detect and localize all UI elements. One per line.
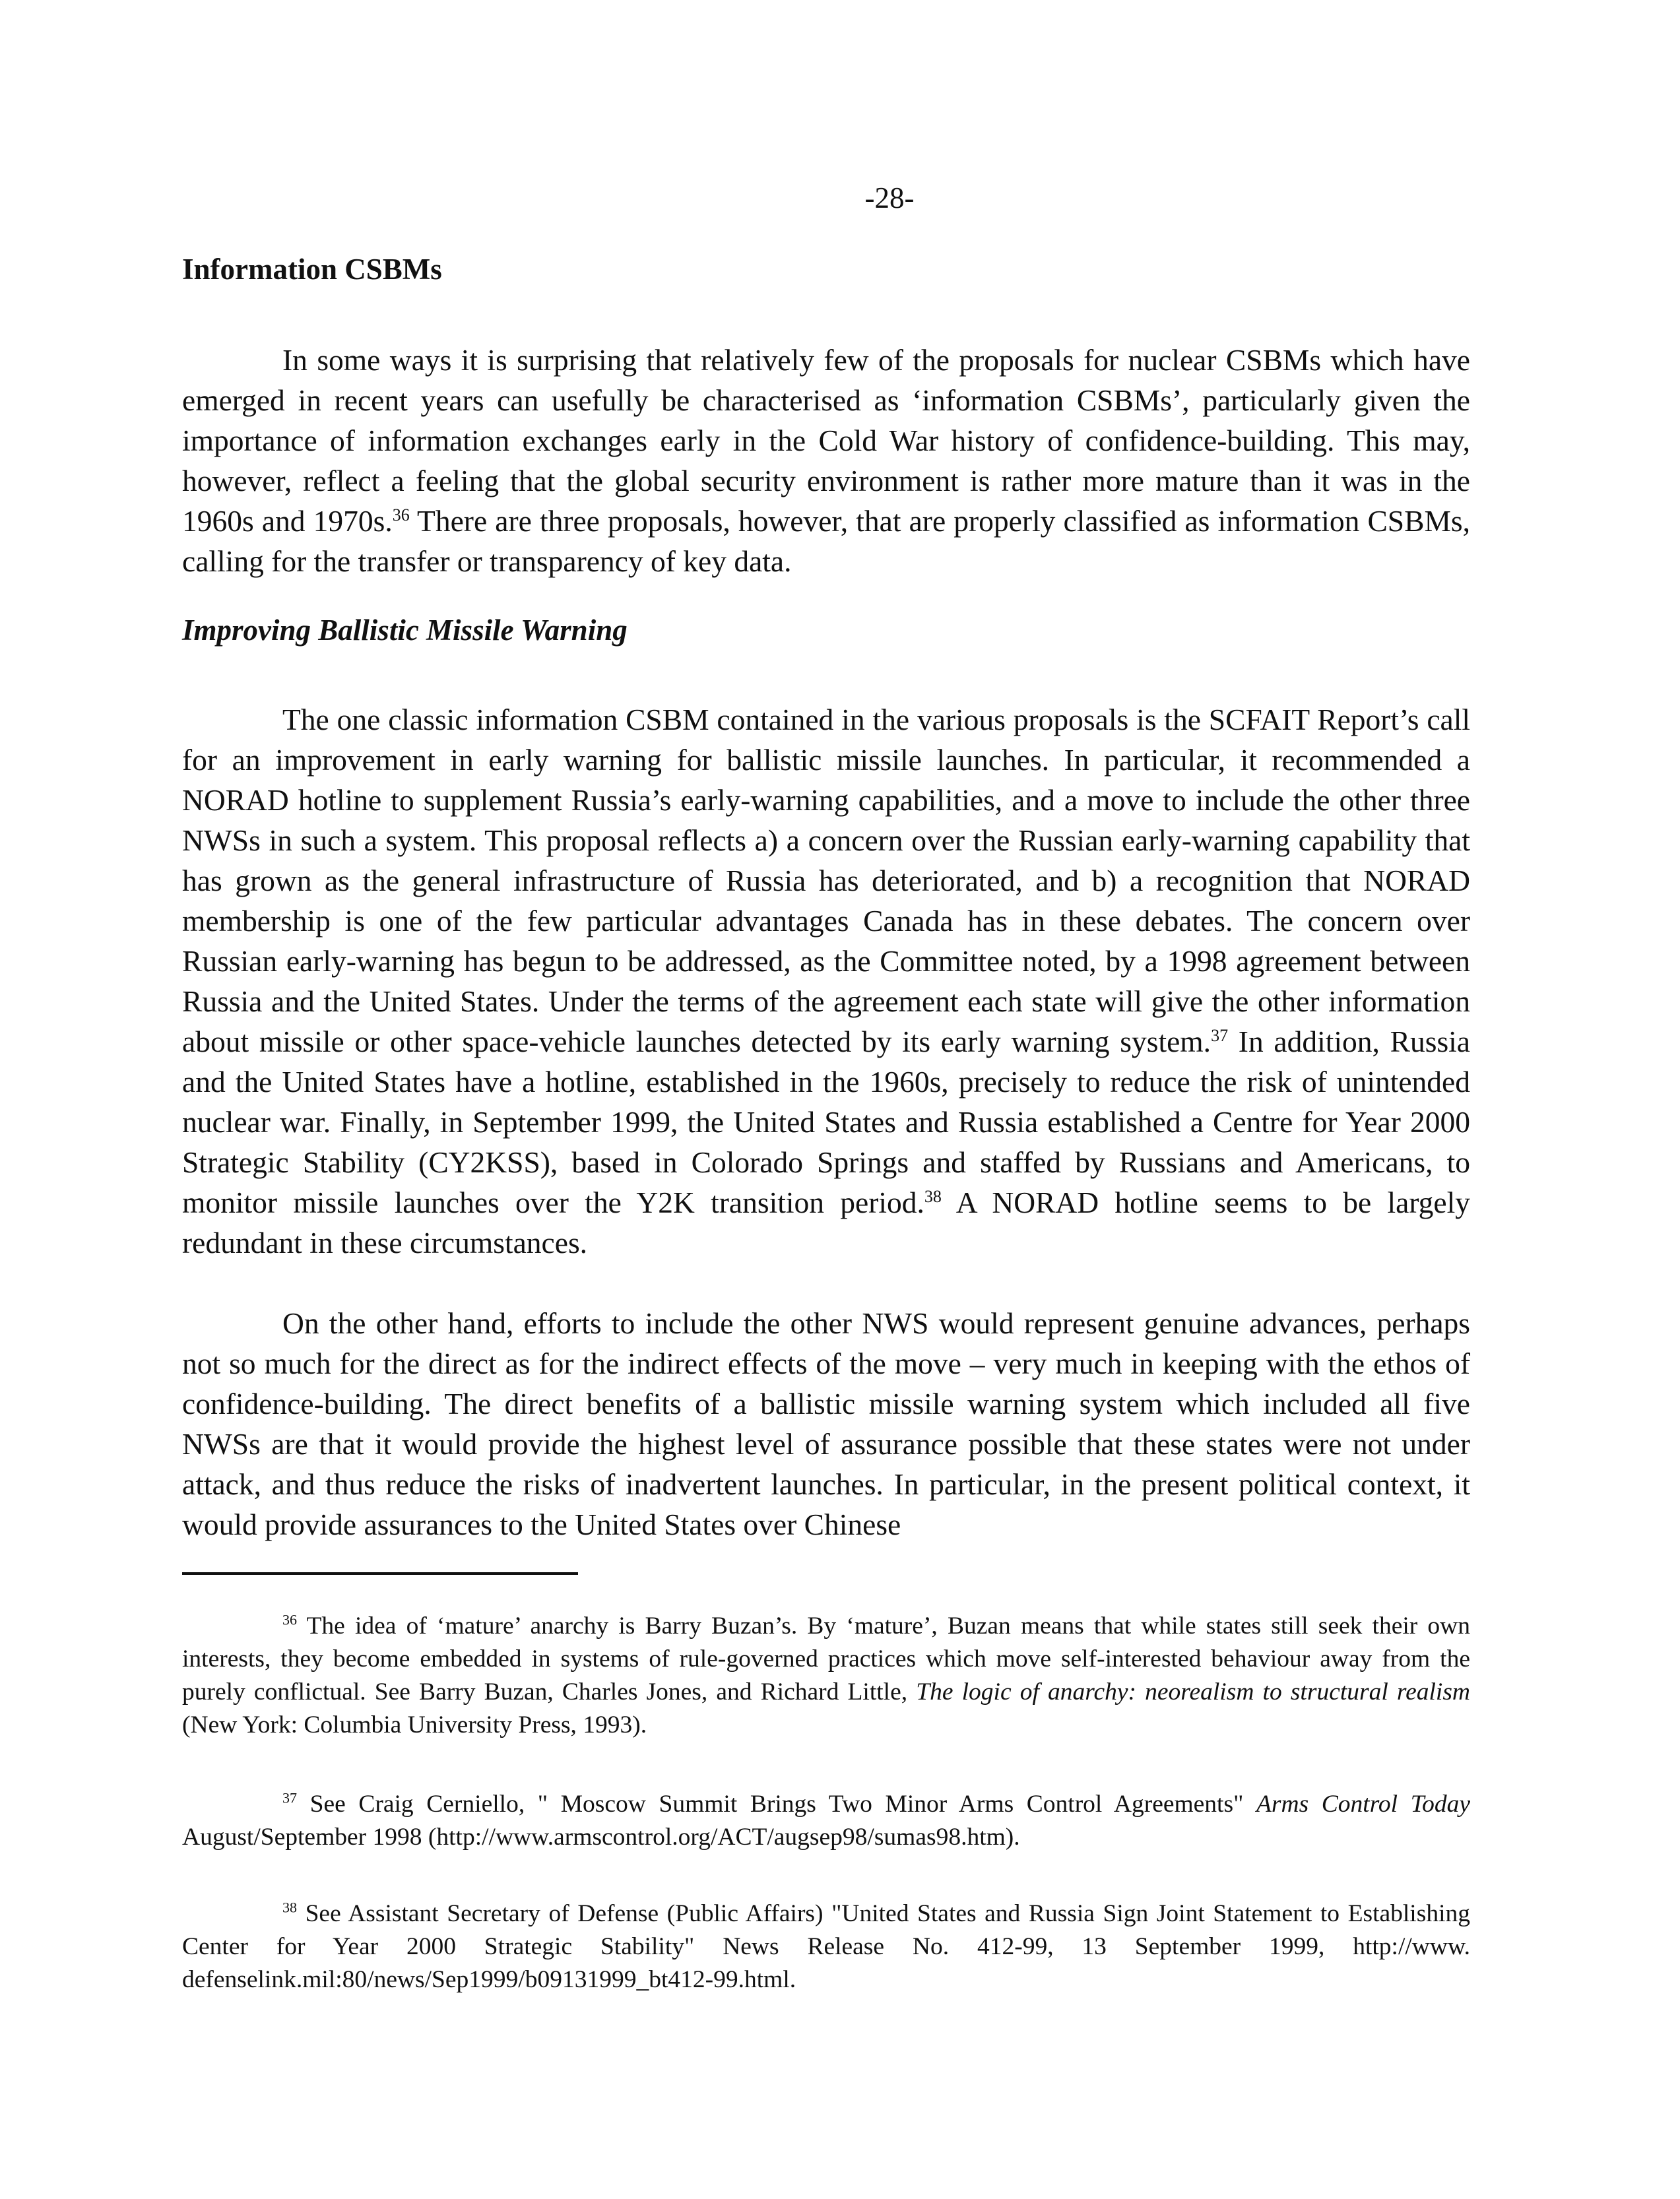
page-number: -28- bbox=[864, 181, 915, 214]
footnote-text: See Assistant Secretary of Defense (Public Affairs) "United States and Russia Sign Joint Statement to Establishing Center for Year 2000 Strategic Stability" News Release No. 412-99, 13 September 1999, http://www. defenselink.mil:80/news/Sep1999/b09131999_bt412-99.html. bbox=[182, 1900, 1470, 1993]
section-heading: Information CSBMs bbox=[182, 253, 442, 286]
paragraph-text: In some ways it is surprising that relatively few of the proposals for nuclear CSBMs which have emerged in recent years can usefully be characterised as ‘information CSBMs’, particularly given the importance of information exchanges early in the Cold War history of confidence-building. This may, however, reflect a feeling that the global security environment is rather more mature than it was in the 1960s and 1970s. bbox=[182, 343, 1470, 538]
subsection-heading: Improving Ballistic Missile Warning bbox=[182, 614, 628, 647]
footnote-divider bbox=[182, 1572, 578, 1575]
footnote-journal-title: Arms Control Today bbox=[1256, 1791, 1470, 1818]
paragraph-text: A NORAD hotline seems to be largely redundant in these circumstances. bbox=[182, 1186, 1470, 1259]
paragraph-ballistic-warning bbox=[182, 699, 1470, 1263]
footnote-text: (New York: Columbia University Press, 1993). bbox=[182, 1711, 647, 1738]
footnote-text: See Craig Cerniello, " Moscow Summit Brings Two Minor Arms Control Agreements" bbox=[297, 1791, 1256, 1818]
footnote-ref-38: 38 bbox=[924, 1186, 942, 1206]
footnote-book-title: The logic of anarchy: neorealism to structural realism bbox=[916, 1678, 1471, 1705]
footnote-36 bbox=[182, 1610, 1470, 1742]
footnote-number: 37 bbox=[282, 1789, 297, 1806]
footnote-number: 38 bbox=[282, 1899, 297, 1916]
footnote-38 bbox=[182, 1897, 1470, 1996]
paragraph-text: The one classic information CSBM contained in the various proposals is the SCFAIT Report’s call for an improvement in early warning for ballistic missile launches. In particular, it recommended a NORAD hotline to supplement Russia’s early-warning capabilities, and a move to include the other three NWSs in such a system. This proposal reflects a) a concern over the Russian early-warning capability that has grown as the general infrastructure of Russia has deteriorated, and b) a recognition that NORAD membership is one of the few particular advantages Canada has in these debates. The concern over Russian early-warning has begun to be addressed, as the Committee noted, by a 1998 agreement between Russia and the United States. Under the terms of the agreement each state will give the other information about missile or other space-vehicle launches detected by its early warning system. bbox=[182, 703, 1470, 1058]
footnote-ref-37: 37 bbox=[1211, 1025, 1229, 1045]
footnote-ref-36: 36 bbox=[392, 505, 410, 525]
footnote-37 bbox=[182, 1788, 1470, 1854]
footnote-text: August/September 1998 (http://www.armscontrol.org/ACT/augsep98/sumas98.htm). bbox=[182, 1824, 1020, 1851]
paragraph-information-csbms bbox=[182, 340, 1470, 581]
paragraph-text: There are three proposals, however, that are properly classified as information CSBMs, calling for the transfer or transparency of key data. bbox=[182, 504, 1470, 578]
footnote-number: 36 bbox=[282, 1611, 297, 1628]
paragraph-text: In addition, Russia and the United States have a hotline, established in the 1960s, precisely to reduce the risk of unintended nuclear war. Finally, in September 1999, the United States and Russia established a Centre for Year 2000 Strategic Stability (CY2KSS), based in Colorado Springs and staffed by Russians and Americans, to monitor missile launches over the Y2K transition period. bbox=[182, 1025, 1471, 1219]
footnote-text: The idea of ‘mature’ anarchy is Barry Buzan’s. By ‘mature’, Buzan means that while states still seek their own interests, they become embedded in systems of rule-governed practices which move self-interested behaviour away from the purely conflictual. See Barry Buzan, Charles Jones, and Richard Little, bbox=[182, 1612, 1470, 1705]
paragraph-other-nws: On the other hand, efforts to include the other NWS would represent genuine advances, perhaps not so much for the direct as for the indirect effects of the move – very much in keeping with the ethos of confidence-building. The direct benefits of a ballistic missile warning system which included all five NWSs are that it would provide the highest level of assurance possible that these states were not under attack, and thus reduce the risks of inadvertent launches. In particular, in the present political context, it would provide assurances to the United States over Chinese bbox=[182, 1306, 1470, 1541]
